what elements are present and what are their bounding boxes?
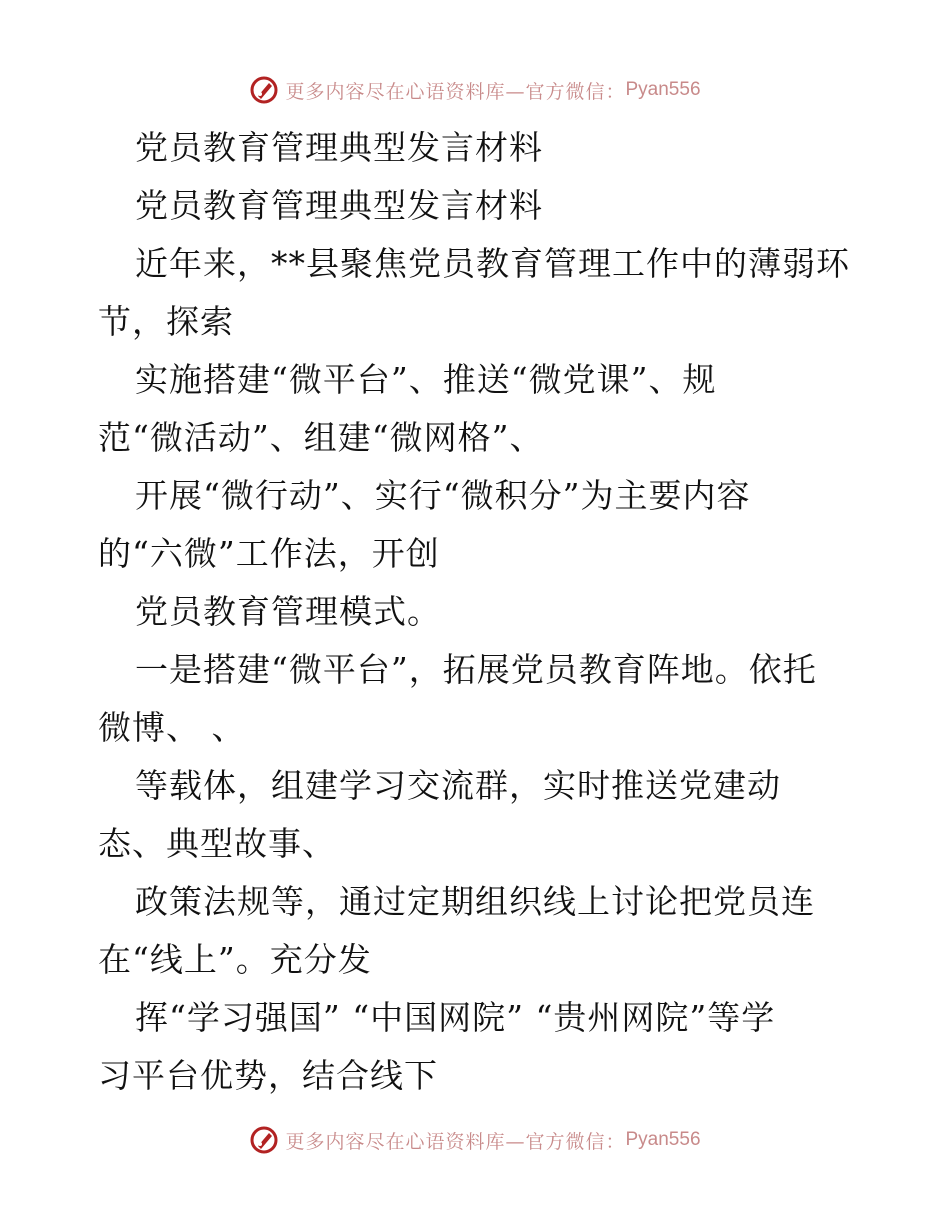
pen-nib-circle-icon bbox=[249, 75, 279, 105]
paragraph-line: 近年来，**县聚焦党员教育管理工作中的薄弱环 bbox=[135, 244, 850, 283]
paragraph-line: 一是搭建“微平台”，拓展党员教育阵地。依托 bbox=[135, 650, 817, 689]
paragraph-line: 微博、 、 bbox=[98, 708, 246, 747]
banner-wechat-id: Pyan556 bbox=[625, 1129, 701, 1150]
pen-nib-circle-icon bbox=[249, 1125, 279, 1155]
paragraph-line: 在“线上”。充分发 bbox=[98, 940, 372, 979]
paragraph-line: 党员教育管理模式。 bbox=[135, 592, 441, 631]
paragraph-line: 的“六微”工作法，开创 bbox=[98, 534, 440, 573]
document-subtitle: 党员教育管理典型发言材料 bbox=[135, 186, 543, 225]
paragraph-line: 挥“学习强国” “中国网院” “贵州网院”等学 bbox=[135, 998, 776, 1037]
paragraph-line: 等载体，组建学习交流群，实时推送党建动 bbox=[135, 766, 781, 805]
banner-text: 更多内容尽在心语资料库—官方微信： bbox=[285, 1130, 626, 1153]
paragraph-line: 态、典型故事、 bbox=[98, 824, 336, 863]
banner-wechat-id: Pyan556 bbox=[625, 79, 701, 100]
paragraph-line: 节，探索 bbox=[98, 302, 234, 341]
document-title: 党员教育管理典型发言材料 bbox=[135, 128, 543, 167]
footer-banner bbox=[0, 1120, 950, 1160]
paragraph-line: 实施搭建“微平台”、推送“微党课”、规 bbox=[135, 360, 717, 399]
paragraph-line: 政策法规等，通过定期组织线上讨论把党员连 bbox=[135, 882, 815, 921]
banner-text: 更多内容尽在心语资料库—官方微信： bbox=[285, 80, 626, 103]
paragraph-line: 习平台优势，结合线下 bbox=[98, 1056, 438, 1095]
paragraph-line: 开展“微行动”、实行“微积分”为主要内容 bbox=[135, 476, 751, 515]
paragraph-line: 范“微活动”、组建“微网格”、 bbox=[98, 418, 544, 457]
header-banner bbox=[0, 70, 950, 110]
